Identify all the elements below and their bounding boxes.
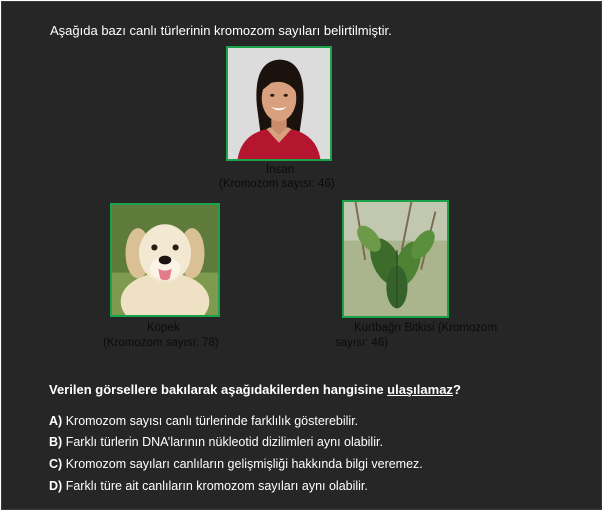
option-letter: D) [49, 479, 63, 493]
human-portrait-photo [226, 46, 332, 161]
option-letter: A) [49, 414, 63, 428]
human-chromosome-count: (Kromozom sayısı: 46) [219, 178, 335, 190]
dog-caption: Köpek [147, 322, 180, 334]
question-card [1, 1, 602, 510]
question-suffix: ? [452, 382, 461, 397]
plant-caption: Kurtbağrı Bitkisi (Kromozom [354, 322, 498, 334]
option-text: Farklı türlerin DNA’larının nükleotid dizilimleri aynı olabilir. [65, 435, 383, 449]
question-prefix: Verilen görsellere bakılarak aşağıdakilerden hangisine [49, 382, 388, 397]
dog-photo [110, 203, 220, 317]
option-d[interactable] [49, 479, 368, 493]
dog-chromosome-count: (Kromozom sayısı: 78) [103, 337, 219, 349]
option-text: Farklı türe ait canlıların kromozom sayıları aynı olabilir. [65, 479, 368, 493]
option-b[interactable] [49, 435, 383, 449]
plant-chromosome-count: sayısı: 46) [335, 337, 389, 349]
option-letter: C) [49, 457, 63, 471]
option-text: Kromozom sayıları canlıların gelişmişliği hakkında bilgi veremez. [65, 457, 423, 471]
question-emphasis: ulaşılamaz [387, 382, 453, 397]
option-c[interactable] [49, 457, 423, 471]
option-letter: B) [49, 435, 63, 449]
option-a[interactable] [49, 414, 358, 428]
question-text [49, 382, 461, 397]
plant-photo [342, 200, 449, 318]
option-text: Kromozom sayısı canlı türlerinde farklılık gösterebilir. [65, 414, 359, 428]
intro-text: Aşağıda bazı canlı türlerinin kromozom sayıları belirtilmiştir. [50, 23, 392, 38]
human-caption: İnsan [266, 164, 295, 176]
